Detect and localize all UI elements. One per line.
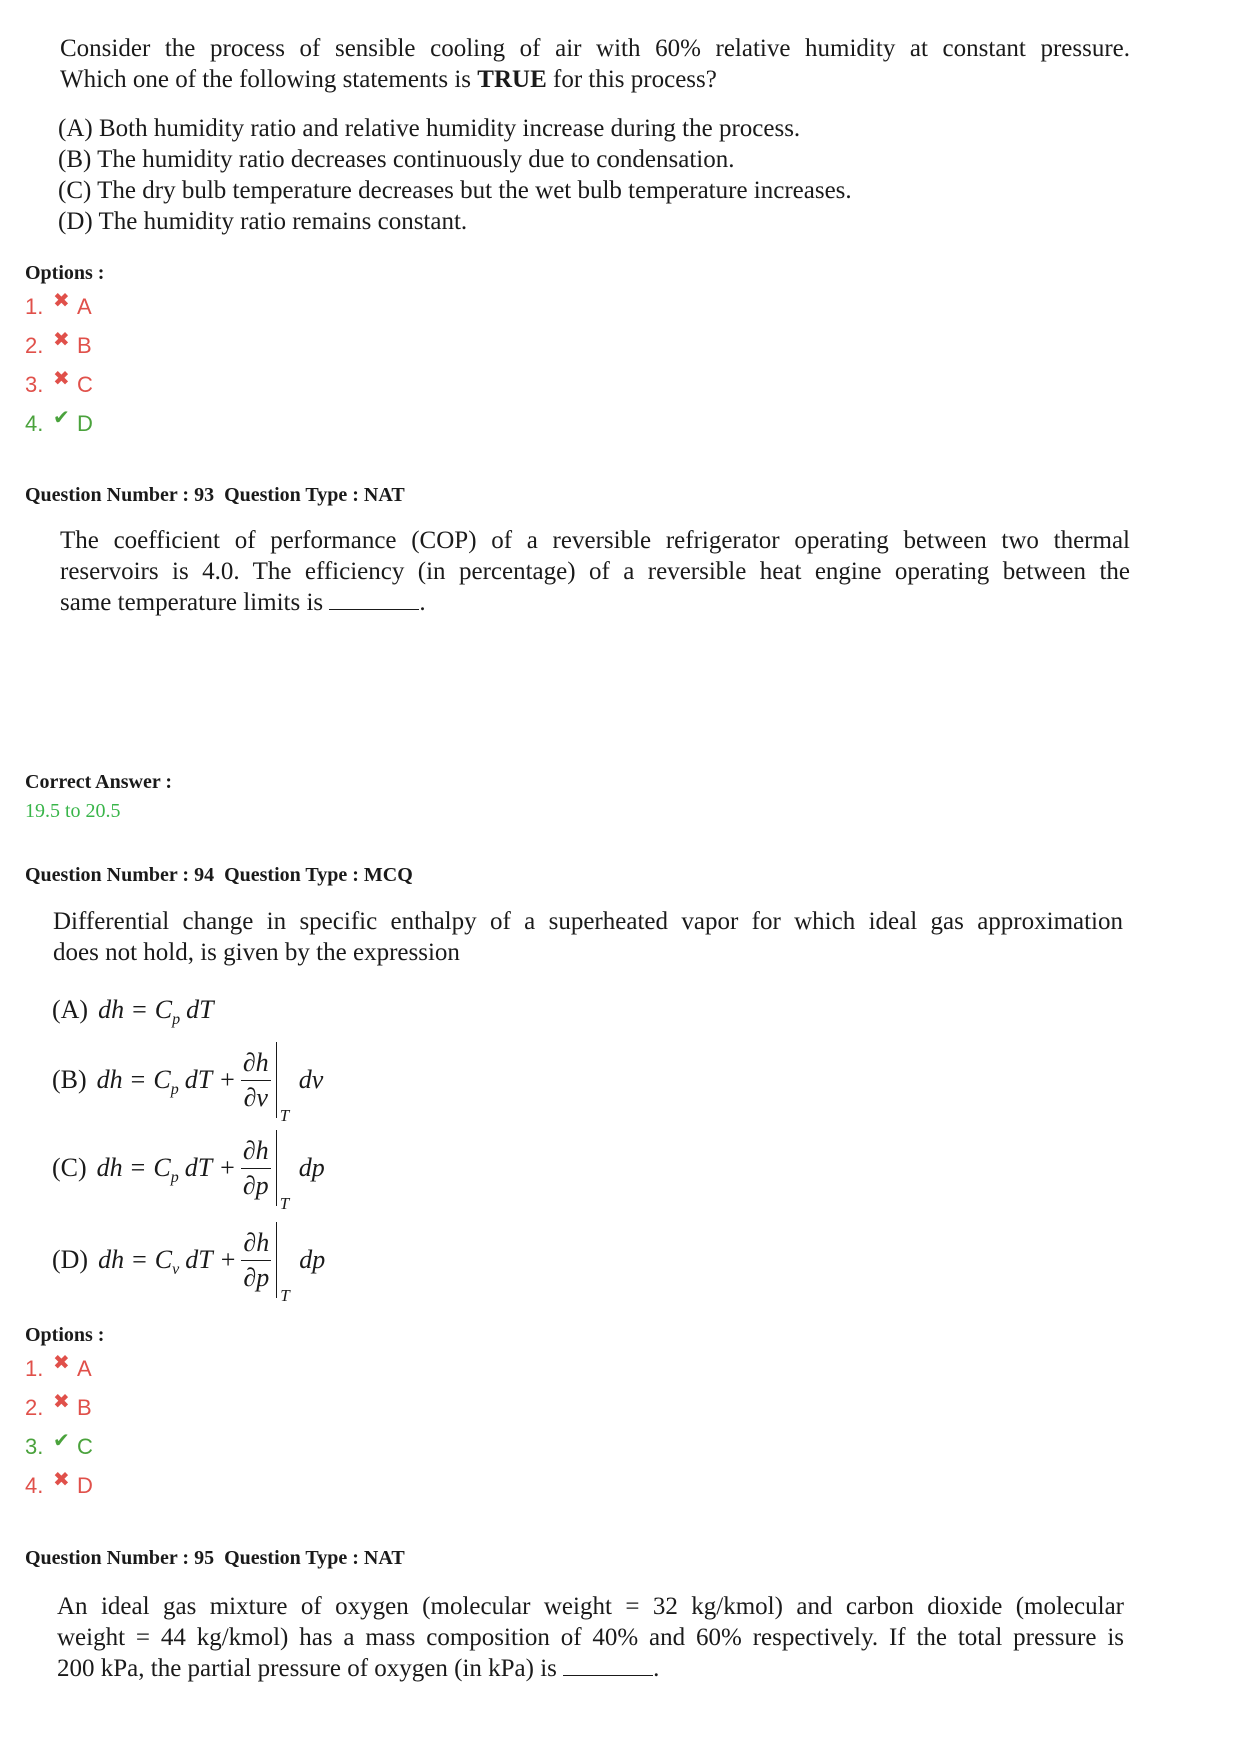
formula-c-subscript: p — [170, 1169, 179, 1186]
derivative-denominator: ∂p — [243, 1262, 270, 1292]
option-letter: C — [77, 372, 93, 397]
formula-label: (B) — [52, 1065, 87, 1094]
q94-option-3[interactable] — [25, 1432, 93, 1462]
formula-plus: + — [220, 1153, 235, 1182]
q94-formula-d — [52, 1216, 325, 1304]
check-icon: ✔ — [53, 407, 70, 429]
option-number: 3. — [25, 1434, 44, 1459]
fraction-bar — [241, 1260, 271, 1261]
derivative-denominator: ∂v — [243, 1082, 268, 1112]
q94-text-line2: does not hold, is given by the expression — [53, 939, 460, 966]
cross-icon: ✖ — [53, 329, 70, 351]
formula-label: (D) — [52, 1245, 89, 1274]
q94-option-4[interactable] — [25, 1471, 93, 1501]
formula-dt: dT — [184, 1065, 213, 1094]
q93-text-line2: reservoirs is 4.0. The efficiency (in percentage) of a reversible heat engine operating between the — [60, 558, 1130, 585]
q92-options-list — [25, 292, 93, 439]
option-letter: A — [77, 1356, 92, 1381]
q92-text-line2 — [60, 64, 1130, 95]
evaluation-bar — [276, 1042, 290, 1125]
q93-text-line1: The coefficient of performance (COP) of a reversible refrigerator operating between two thermal — [60, 527, 1130, 554]
formula-equals: = — [130, 1065, 146, 1094]
q92-statement-a: (A) Both humidity ratio and relative humidity increase during the process. — [58, 115, 801, 142]
q95-question-text — [57, 1591, 1124, 1684]
answer-blank — [563, 1653, 653, 1676]
evaluation-bar — [276, 1222, 290, 1305]
formula-dt: dT — [184, 1153, 213, 1182]
formula-c: C — [154, 995, 173, 1024]
formula-lhs: dh — [96, 1065, 123, 1094]
formula-plus: + — [220, 1245, 236, 1274]
q92-text-line2-post: for this process? — [546, 66, 717, 93]
option-number: 2. — [25, 333, 44, 358]
q94-option-2[interactable] — [25, 1393, 93, 1423]
evaluation-bar — [276, 1130, 290, 1213]
option-letter: D — [77, 411, 93, 436]
q92-option-2[interactable] — [25, 331, 93, 361]
formula-equals: = — [130, 1153, 146, 1182]
formula-c: C — [153, 1153, 171, 1182]
formula-dt: dT — [185, 1245, 213, 1274]
formula-equals: = — [132, 1245, 147, 1274]
q93-text-line3-content: same temperature limits is — [60, 589, 324, 616]
fraction-bar — [241, 1168, 271, 1169]
q92-statement-c: (C) The dry bulb temperature decreases but the wet bulb temperature increases. — [58, 177, 852, 204]
formula-c: C — [154, 1245, 173, 1274]
q94-text-line1: Differential change in specific enthalpy of a superheated vapor for which ideal gas approximation — [53, 908, 1123, 935]
q93-text-end: . — [419, 589, 426, 616]
q92-statement-b: (B) The humidity ratio decreases continuously due to condensation. — [58, 146, 735, 173]
q92-statements — [58, 113, 852, 237]
q93-text-line3 — [60, 587, 1130, 618]
q94-formula-a — [52, 992, 214, 1028]
formula-lhs: dh — [98, 995, 125, 1024]
formula-label: (C) — [52, 1153, 87, 1182]
q95-header: Question Number : 95 Question Type : NAT — [25, 1547, 405, 1569]
formula-c-subscript: p — [170, 1081, 179, 1098]
q94-options-list — [25, 1354, 93, 1501]
q92-option-1[interactable] — [25, 292, 93, 322]
answer-blank — [329, 587, 419, 610]
formula-c: C — [153, 1065, 171, 1094]
option-number: 1. — [25, 294, 44, 319]
formula-c-subscript: p — [172, 1011, 181, 1028]
option-number: 3. — [25, 372, 44, 397]
option-number: 1. — [25, 1356, 44, 1381]
q95-text-line1: An ideal gas mixture of oxygen (molecular weight = 32 kg/kmol) and carbon dioxide (molecular — [57, 1593, 1124, 1620]
q93-answer-label: Correct Answer : — [25, 771, 172, 793]
q92-text-line2-pre: Which one of the following statements is — [60, 66, 478, 93]
cross-icon: ✖ — [53, 1391, 70, 1413]
partial-derivative — [241, 1227, 271, 1292]
q94-option-1[interactable] — [25, 1354, 93, 1384]
q92-options-label: Options : — [25, 262, 105, 284]
derivative-numerator: ∂h — [242, 1047, 269, 1077]
option-letter: B — [77, 333, 92, 358]
formula-lhs: dh — [98, 1245, 125, 1274]
q94-formula-b — [52, 1036, 323, 1124]
formula-c-subscript: v — [172, 1261, 180, 1278]
formula-lhs: dh — [96, 1153, 123, 1182]
cross-icon: ✖ — [53, 1469, 70, 1491]
formula-differential: dv — [298, 1065, 324, 1094]
evaluation-subscript: T — [279, 1194, 290, 1213]
fraction-bar — [241, 1080, 271, 1081]
q95-text-line3-content: 200 kPa, the partial pressure of oxygen (in kPa) is — [57, 1655, 557, 1682]
q95-text-line3 — [57, 1653, 1124, 1684]
derivative-numerator: ∂h — [242, 1135, 269, 1165]
q94-formula-c — [52, 1124, 325, 1212]
q92-text-bold: TRUE — [477, 66, 547, 93]
q92-question-text — [60, 33, 1130, 95]
option-letter: B — [77, 1395, 92, 1420]
q93-question-text — [60, 525, 1130, 618]
cross-icon: ✖ — [53, 368, 70, 390]
evaluation-subscript: T — [279, 1106, 290, 1125]
q92-statement-d: (D) The humidity ratio remains constant. — [58, 208, 468, 235]
formula-differential: dp — [298, 1153, 325, 1182]
q94-question-text — [53, 906, 1123, 968]
option-number: 4. — [25, 411, 44, 436]
q93-answer-value: 19.5 to 20.5 — [25, 800, 121, 822]
derivative-denominator: ∂p — [242, 1170, 269, 1200]
formula-equals: = — [132, 995, 147, 1024]
evaluation-subscript: T — [280, 1286, 290, 1305]
formula-dt: dT — [186, 995, 214, 1024]
q94-options-label: Options : — [25, 1324, 105, 1346]
check-icon: ✔ — [53, 1430, 70, 1452]
formula-plus: + — [220, 1065, 235, 1094]
q95-text-line2: weight = 44 kg/kmol) has a mass composition of 40% and 60% respectively. If the total pressure is — [57, 1624, 1124, 1651]
q94-header: Question Number : 94 Question Type : MCQ — [25, 864, 413, 886]
partial-derivative — [241, 1135, 271, 1200]
cross-icon: ✖ — [53, 1352, 70, 1374]
derivative-numerator: ∂h — [243, 1227, 270, 1257]
partial-derivative — [241, 1047, 271, 1112]
formula-label: (A) — [52, 995, 89, 1024]
option-letter: A — [77, 294, 92, 319]
q92-text-line1: Consider the process of sensible cooling of air with 60% relative humidity at constant pressure. — [60, 35, 1130, 62]
option-number: 2. — [25, 1395, 44, 1420]
q93-header: Question Number : 93 Question Type : NAT — [25, 484, 405, 506]
q95-text-end: . — [653, 1655, 660, 1682]
option-letter: C — [77, 1434, 93, 1459]
formula-differential: dp — [299, 1245, 326, 1274]
q92-option-4[interactable] — [25, 409, 93, 439]
q92-option-3[interactable] — [25, 370, 93, 400]
option-number: 4. — [25, 1473, 44, 1498]
option-letter: D — [77, 1473, 93, 1498]
cross-icon: ✖ — [53, 290, 70, 312]
